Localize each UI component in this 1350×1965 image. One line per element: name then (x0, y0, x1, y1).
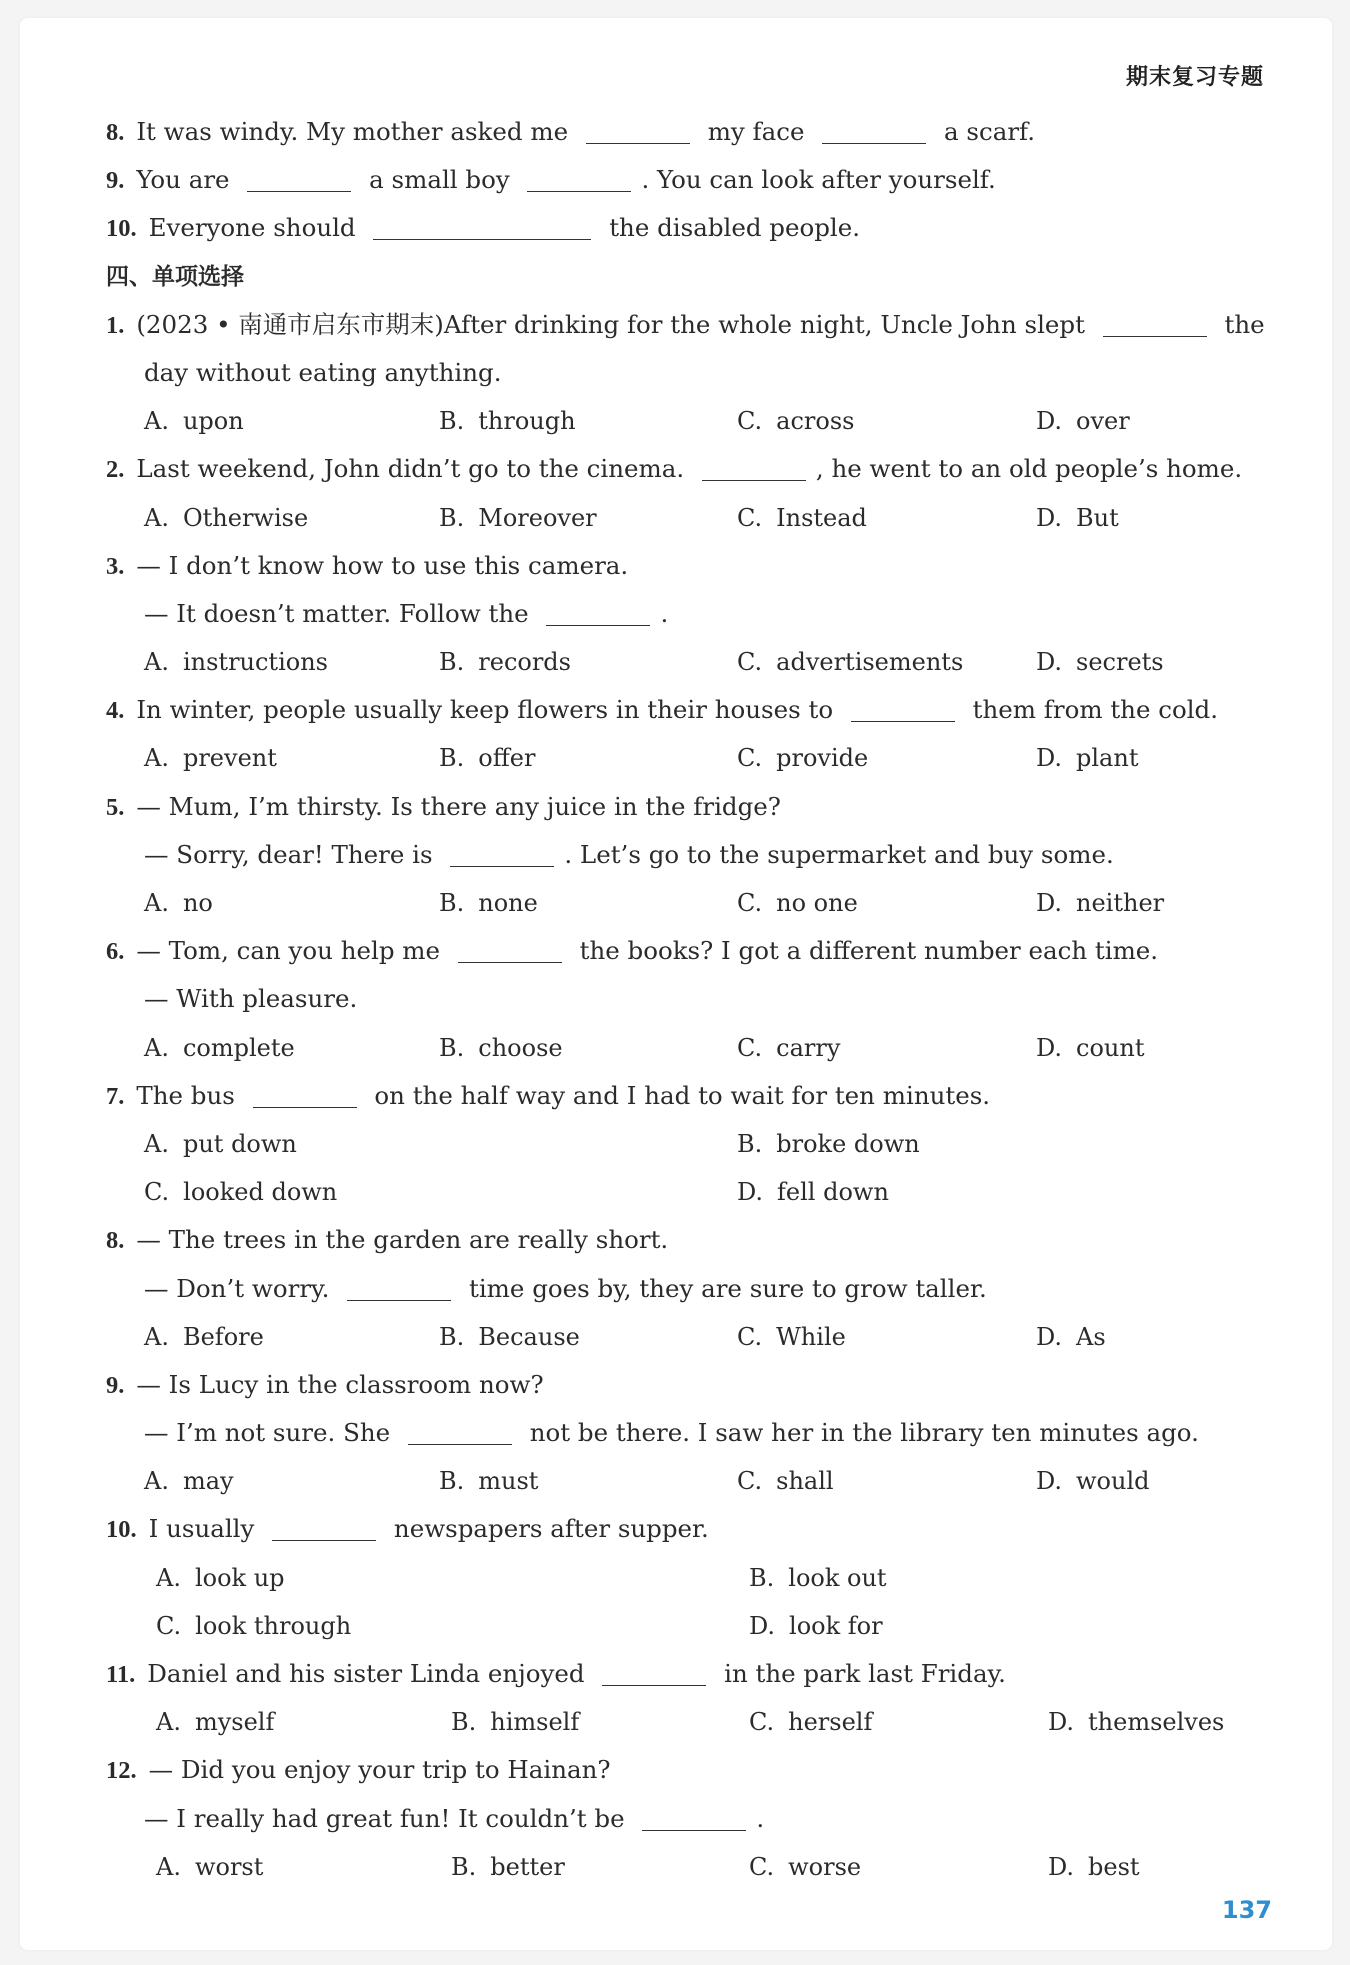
options-row (106, 1313, 1302, 1361)
options-row (106, 397, 1302, 445)
option-text: look up (194, 1563, 285, 1592)
option-letter: C. (749, 1708, 775, 1737)
answer-blank[interactable] (642, 1802, 746, 1831)
question-item (106, 1072, 1302, 1217)
option-letter: C. (737, 744, 763, 773)
question-stem (106, 445, 1302, 493)
answer-blank[interactable] (347, 1272, 451, 1301)
option-letter: D. (1048, 1708, 1075, 1737)
option-letter: C. (156, 1611, 182, 1640)
question-item (106, 783, 1302, 928)
option-letter: B. (451, 1708, 477, 1737)
option-c[interactable] (749, 1698, 872, 1746)
item-number: 10. (106, 215, 137, 243)
option-text: worst (194, 1852, 264, 1881)
option-text: worse (788, 1852, 862, 1881)
option-text: Before (182, 1322, 264, 1351)
options-row (106, 1457, 1302, 1505)
question-text: the disabled people. (601, 213, 861, 243)
answer-blank[interactable] (586, 115, 690, 144)
question-text: It was windy. My mother asked me (136, 117, 576, 146)
option-letter: D. (1036, 1467, 1063, 1496)
option-letter: A. (144, 407, 169, 436)
option-a[interactable] (156, 1554, 285, 1602)
option-letter: A. (144, 1033, 169, 1062)
question-text: — Did you enjoy your trip to Hainan? (148, 1755, 611, 1785)
option-text: over (1076, 407, 1130, 436)
option-letter: A. (144, 503, 169, 532)
options-row (106, 879, 1302, 927)
item-number: 9. (106, 167, 125, 195)
option-d[interactable] (1036, 879, 1164, 927)
question-text: . (660, 598, 669, 628)
option-text: through (478, 407, 576, 436)
question-text: — I’m not sure. She (144, 1418, 398, 1448)
option-letter: D. (1036, 889, 1063, 917)
question-text: — With pleasure. (144, 984, 358, 1014)
option-c[interactable] (737, 397, 854, 445)
option-letter: D. (1036, 1322, 1063, 1351)
option-a[interactable] (144, 1024, 295, 1072)
option-text: shall (776, 1467, 834, 1496)
question-text: You are (136, 165, 238, 195)
option-a[interactable] (144, 734, 277, 782)
question-stem (106, 686, 1302, 734)
option-a[interactable] (144, 1457, 234, 1505)
option-letter: B. (439, 1322, 465, 1351)
question-text: Last weekend, John didn’t go to the cinema. (136, 454, 692, 484)
question-number: 2. (106, 456, 125, 484)
option-letter: C. (749, 1852, 775, 1881)
option-letter: A. (144, 1129, 169, 1158)
question-stem (106, 783, 1302, 831)
question-number: 11. (106, 1661, 136, 1688)
option-d[interactable] (1036, 397, 1130, 445)
question-stem (106, 1650, 1302, 1698)
answer-blank[interactable] (272, 1512, 376, 1541)
option-letter: B. (439, 648, 465, 677)
question-text: the books? I got a different number each time. (571, 936, 1159, 966)
option-letter: A. (156, 1708, 181, 1737)
question-text: a small boy (361, 165, 518, 195)
option-text: Instead (776, 503, 867, 532)
page-number: 137 (1221, 1896, 1272, 1924)
question-number: 9. (106, 1371, 125, 1399)
option-letter: B. (737, 1129, 763, 1158)
question-stem (106, 1361, 1302, 1409)
question-text: newspapers after supper. (386, 1514, 709, 1544)
question-text: — The trees in the garden are really short. (136, 1225, 669, 1255)
fill-blank-item (106, 156, 1302, 204)
option-text: upon (182, 407, 244, 436)
question-stem (106, 927, 1302, 975)
option-letter: C. (737, 503, 763, 532)
option-text: plant (1076, 744, 1139, 773)
question-stem-continued (106, 1265, 1302, 1313)
question-text: in the park last Friday. (716, 1659, 1006, 1688)
option-text: looked down (183, 1178, 338, 1207)
option-b[interactable] (439, 1313, 580, 1361)
option-letter: B. (439, 889, 465, 917)
question-stem (106, 542, 1302, 590)
option-text: myself (194, 1708, 275, 1737)
option-text: no (182, 889, 213, 917)
option-text: While (776, 1322, 846, 1351)
question-text: . Let’s go to the supermarket and buy some. (564, 839, 1114, 869)
option-a[interactable] (144, 638, 328, 686)
question-number: 10. (106, 1516, 137, 1544)
question-stem-continued (106, 1795, 1302, 1843)
answer-blank[interactable] (253, 1079, 357, 1108)
option-c[interactable] (156, 1602, 351, 1650)
question-stem (106, 301, 1302, 349)
question-text: the (1216, 309, 1265, 339)
option-text: himself (490, 1708, 580, 1737)
section-title: 四、单项选择 (106, 263, 244, 290)
option-text: no one (776, 889, 858, 917)
item-number: 8. (106, 119, 125, 146)
question-text: . You can look after yourself. (641, 165, 996, 195)
question-item (106, 1746, 1302, 1891)
options-row (106, 1554, 1302, 1602)
option-text: advertisements (776, 648, 964, 677)
question-text: — Don’t worry. (144, 1273, 338, 1303)
option-letter: B. (439, 407, 465, 436)
answer-blank[interactable] (1103, 308, 1207, 337)
question-text: (2023 • 南通市启东市期末)After drinking for the whole night, Uncle John slept (136, 309, 1093, 339)
option-text: look for (789, 1611, 883, 1640)
question-number: 8. (106, 1227, 125, 1255)
option-c[interactable] (737, 734, 868, 782)
option-letter: C. (737, 648, 763, 677)
option-text: carry (776, 1033, 841, 1062)
exercise-content (106, 108, 1302, 1891)
option-text: herself (788, 1708, 873, 1737)
question-number: 5. (106, 793, 125, 821)
question-text: on the half way and I had to wait for ten minutes. (366, 1080, 991, 1110)
answer-blank[interactable] (822, 115, 926, 144)
question-stem-continued (106, 1409, 1302, 1457)
question-text: time goes by, they are sure to grow taller. (461, 1273, 987, 1303)
question-item (106, 927, 1302, 1072)
question-stem (106, 1505, 1302, 1553)
option-letter: B. (451, 1852, 477, 1881)
option-c[interactable] (144, 1168, 337, 1216)
option-letter: A. (144, 889, 169, 917)
fill-blank-item (106, 204, 1302, 252)
option-letter: C. (737, 1322, 763, 1351)
option-text: must (478, 1467, 539, 1496)
option-d[interactable] (749, 1602, 883, 1650)
question-text: — Is Lucy in the classroom now? (136, 1369, 544, 1399)
question-text: not be there. I saw her in the library ten minutes ago. (521, 1418, 1199, 1448)
question-item (106, 1216, 1302, 1361)
question-stem (106, 1216, 1302, 1264)
question-item (106, 301, 1302, 446)
question-text: Daniel and his sister Linda enjoyed (147, 1659, 593, 1688)
option-letter: B. (749, 1563, 775, 1592)
options-row (106, 1602, 1302, 1650)
option-letter: A. (144, 1467, 169, 1496)
option-c[interactable] (737, 494, 867, 542)
option-d[interactable] (1048, 1843, 1140, 1891)
question-stem-continued (106, 590, 1302, 638)
option-c[interactable] (737, 1024, 840, 1072)
option-a[interactable] (144, 397, 244, 445)
option-d[interactable] (1036, 1457, 1150, 1505)
option-a[interactable] (156, 1698, 274, 1746)
question-number: 7. (106, 1082, 125, 1110)
option-text: fell down (777, 1178, 889, 1207)
answer-blank[interactable] (702, 452, 806, 481)
option-letter: D. (1036, 407, 1063, 436)
question-text: — I don’t know how to use this camera. (136, 550, 629, 580)
option-b[interactable] (439, 1024, 563, 1072)
option-text: neither (1076, 889, 1165, 917)
option-letter: C. (737, 1033, 763, 1062)
options-row (106, 1024, 1302, 1072)
option-text: choose (478, 1033, 563, 1062)
question-text: Everyone should (148, 213, 364, 243)
question-item (106, 1361, 1302, 1506)
option-text: Moreover (478, 503, 597, 532)
fill-blank-item (106, 108, 1302, 156)
option-letter: A. (156, 1563, 181, 1592)
option-b[interactable] (451, 1698, 579, 1746)
option-text: complete (182, 1033, 295, 1062)
option-letter: B. (439, 1033, 465, 1062)
option-letter: D. (1036, 648, 1063, 677)
option-text: As (1076, 1322, 1106, 1351)
question-text: . (756, 1803, 765, 1833)
options-row (106, 638, 1302, 686)
options-row (106, 494, 1302, 542)
option-a[interactable] (144, 1120, 297, 1168)
answer-blank[interactable] (458, 934, 562, 963)
answer-blank[interactable] (373, 211, 591, 240)
option-b[interactable] (439, 397, 576, 445)
option-letter: B. (439, 1467, 465, 1496)
option-letter: D. (1036, 503, 1063, 532)
option-text: offer (478, 744, 536, 773)
option-d[interactable] (1036, 734, 1138, 782)
question-number: 1. (106, 311, 125, 339)
option-a[interactable] (156, 1843, 263, 1891)
question-text: — Tom, can you help me (136, 936, 448, 966)
question-text: them from the cold. (964, 695, 1219, 725)
question-text: In winter, people usually keep flowers in their houses to (136, 695, 841, 725)
answer-blank[interactable] (527, 163, 631, 192)
option-d[interactable] (1036, 638, 1164, 686)
option-text: none (478, 889, 538, 917)
option-text: look through (195, 1611, 352, 1640)
option-text: better (490, 1852, 565, 1881)
question-text: — Sorry, dear! There is (144, 839, 441, 869)
question-item (106, 542, 1302, 687)
question-item (106, 445, 1302, 541)
option-letter: C. (737, 1467, 763, 1496)
option-letter: A. (144, 744, 169, 773)
option-b[interactable] (439, 494, 597, 542)
option-b[interactable] (439, 638, 571, 686)
option-d[interactable] (1036, 1313, 1106, 1361)
options-row (106, 1168, 1302, 1216)
answer-blank[interactable] (602, 1657, 706, 1686)
question-stem-continued (106, 349, 1302, 397)
option-b[interactable] (439, 1457, 538, 1505)
answer-blank[interactable] (247, 163, 351, 192)
option-text: look out (788, 1563, 887, 1592)
option-c[interactable] (737, 1313, 846, 1361)
question-text: my face (699, 117, 813, 146)
question-number: 3. (106, 552, 125, 580)
option-text: secrets (1076, 648, 1164, 677)
question-text: I usually (148, 1514, 263, 1544)
option-text: count (1076, 1033, 1145, 1062)
question-text: The bus (136, 1080, 243, 1110)
option-d[interactable] (737, 1168, 889, 1216)
option-letter: B. (439, 503, 465, 532)
option-text: broke down (776, 1129, 920, 1158)
option-letter: C. (737, 407, 763, 436)
option-c[interactable] (737, 879, 858, 927)
option-letter: D. (737, 1178, 764, 1207)
option-text: themselves (1088, 1708, 1225, 1737)
option-text: instructions (182, 648, 328, 677)
question-text: , he went to an old people’s home. (815, 454, 1243, 484)
option-b[interactable] (439, 879, 538, 927)
question-number: 6. (106, 938, 125, 966)
question-stem-continued (106, 831, 1302, 879)
option-letter: A. (144, 1322, 169, 1351)
option-a[interactable] (144, 1313, 264, 1361)
option-d[interactable] (1048, 1698, 1224, 1746)
page-sheet (20, 18, 1332, 1950)
option-letter: D. (1036, 1033, 1063, 1062)
option-text: would (1076, 1467, 1150, 1496)
option-a[interactable] (144, 494, 308, 542)
question-item (106, 1505, 1302, 1650)
question-text: — Mum, I’m thirsty. Is there any juice in the fridge? (136, 791, 781, 821)
option-c[interactable] (749, 1843, 861, 1891)
options-row (106, 1120, 1302, 1168)
option-b[interactable] (737, 1120, 920, 1168)
option-d[interactable] (1036, 1024, 1144, 1072)
options-row (106, 1698, 1302, 1746)
option-text: put down (182, 1129, 297, 1158)
question-text: a scarf. (936, 117, 1036, 146)
option-b[interactable] (749, 1554, 887, 1602)
option-letter: D. (1036, 744, 1063, 773)
option-text: Otherwise (182, 503, 309, 532)
option-letter: A. (144, 648, 169, 677)
question-text: — I really had great fun! It couldn’t be (144, 1803, 633, 1833)
option-letter: C. (144, 1178, 170, 1207)
answer-blank[interactable] (408, 1416, 512, 1445)
option-text: prevent (182, 744, 277, 773)
page-header-title: 期末复习专题 (1125, 65, 1264, 90)
option-d[interactable] (1036, 494, 1119, 542)
option-text: across (776, 407, 855, 436)
option-letter: D. (749, 1611, 776, 1640)
answer-blank[interactable] (450, 838, 554, 867)
option-c[interactable] (737, 638, 963, 686)
option-text: may (182, 1467, 234, 1496)
option-b[interactable] (439, 734, 535, 782)
option-text: records (478, 648, 571, 677)
option-letter: A. (156, 1852, 181, 1881)
option-b[interactable] (451, 1843, 565, 1891)
option-a[interactable] (144, 879, 213, 927)
option-text: best (1088, 1852, 1140, 1881)
option-text: provide (776, 744, 869, 773)
option-letter: D. (1048, 1852, 1075, 1881)
question-stem-continued (106, 975, 1302, 1023)
question-stem (106, 1072, 1302, 1120)
question-number: 4. (106, 697, 125, 725)
options-row (106, 1843, 1302, 1891)
option-letter: C. (737, 889, 763, 917)
option-text: Because (478, 1322, 580, 1351)
question-item (106, 686, 1302, 782)
question-stem (106, 1746, 1302, 1794)
options-row (106, 734, 1302, 782)
question-number: 12. (106, 1757, 137, 1785)
question-text: — It doesn’t matter. Follow the (144, 598, 537, 628)
option-letter: B. (439, 744, 465, 773)
option-text: But (1076, 503, 1119, 532)
answer-blank[interactable] (851, 693, 955, 722)
question-item (106, 1650, 1302, 1746)
answer-blank[interactable] (546, 597, 650, 626)
question-text: day without eating anything. (144, 357, 502, 387)
option-c[interactable] (737, 1457, 834, 1505)
